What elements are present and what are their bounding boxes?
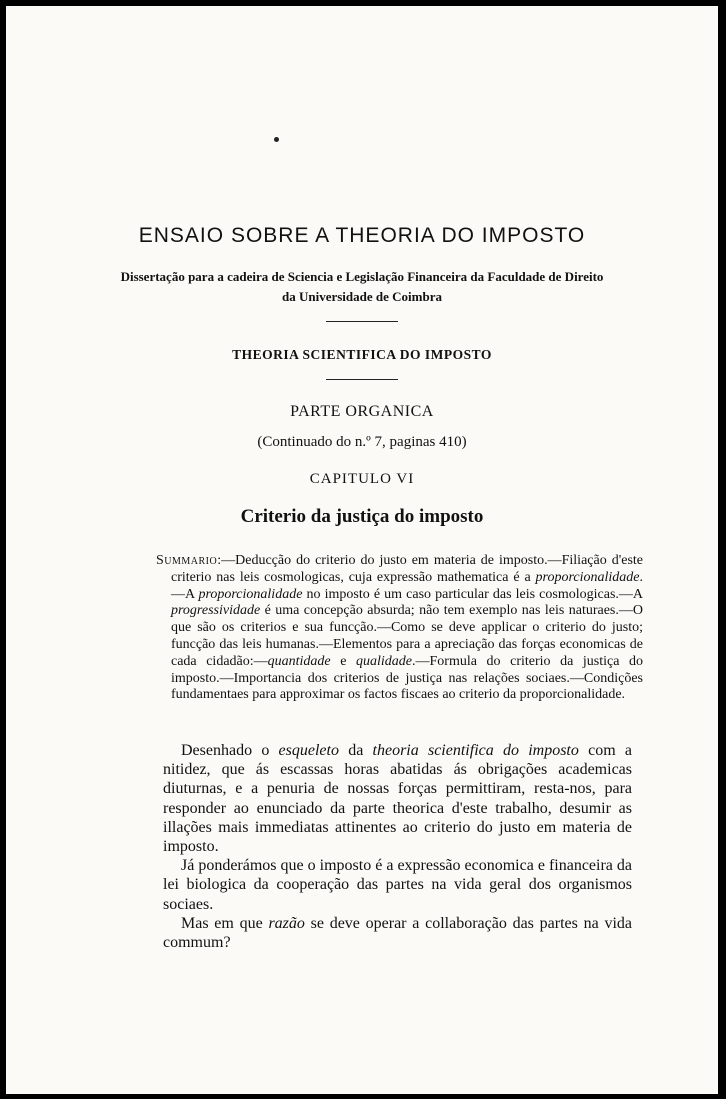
subtitle-line-1: Dissertação para a cadeira de Sciencia e Legislação Financeira da Faculdade de Direito bbox=[120, 269, 604, 284]
part-heading: PARTE ORGANICA bbox=[290, 403, 434, 420]
chapter-title: Criterio da justiça do imposto bbox=[240, 506, 484, 527]
ink-dot bbox=[274, 137, 279, 142]
paragraph: Já ponderámos que o imposto é a expressão economica e financeira da lei biologica da cooperação das partes na vida geral dos organismos sociaes. bbox=[163, 857, 632, 913]
body-text bbox=[163, 741, 632, 952]
paragraph: Desenhado o esqueleto da theoria scientifica do imposto com a nitidez, que ás escassas horas abatidas ás obrigações academicas diuturnas, e a penuria de nossas forças permittiram, resta-nos, para responder ao enunciado da parte theorica d'este trabalho, desumir as illações mais immediatas attinentes ao criterio do justo em materia de imposto. bbox=[163, 742, 632, 856]
document-page bbox=[6, 6, 718, 1094]
divider-rule bbox=[326, 321, 398, 322]
divider-rule bbox=[326, 379, 398, 380]
section-heading: THEORIA SCIENTIFICA DO IMPOSTO bbox=[232, 347, 492, 362]
chapter-number: CAPITULO VI bbox=[309, 471, 415, 487]
summary-label: Summario bbox=[156, 553, 218, 568]
continuation-note: (Continuado do n.º 7, paginas 410) bbox=[257, 434, 467, 450]
paragraph: Mas em que razão se deve operar a collaboração das partes na vida commum? bbox=[163, 914, 632, 952]
essay-title: ENSAIO SOBRE A THEORIA DO IMPOSTO bbox=[138, 224, 586, 247]
chapter-summary: Summario:—Deducção do criterio do justo em materia de imposto.—Filiação d'este criterio nas leis cosmologicas, cuja expressão mathematica é a proporcionalidade.—A proporcionalidade no imposto é um caso particular das leis cosmologicas.—A progressividade é uma concepção absurda; não tem exemplo nas leis naturaes.—O que são os criterios e sua funcção.—Como se deve applicar o criterio do justo; funcção das leis humanas.—Elementos para a apreciação das forças economicas de cada cidadão:—quantidade e qualidade.—Formula do criterio da justiça do imposto.—Importancia dos criterios de justiça nas relações sociaes.—Condições fundamentaes para approximar os factos fiscaes ao criterio da proporcionalidade. bbox=[156, 553, 644, 703]
subtitle-line-2: da Universidade de Coimbra bbox=[282, 289, 442, 304]
